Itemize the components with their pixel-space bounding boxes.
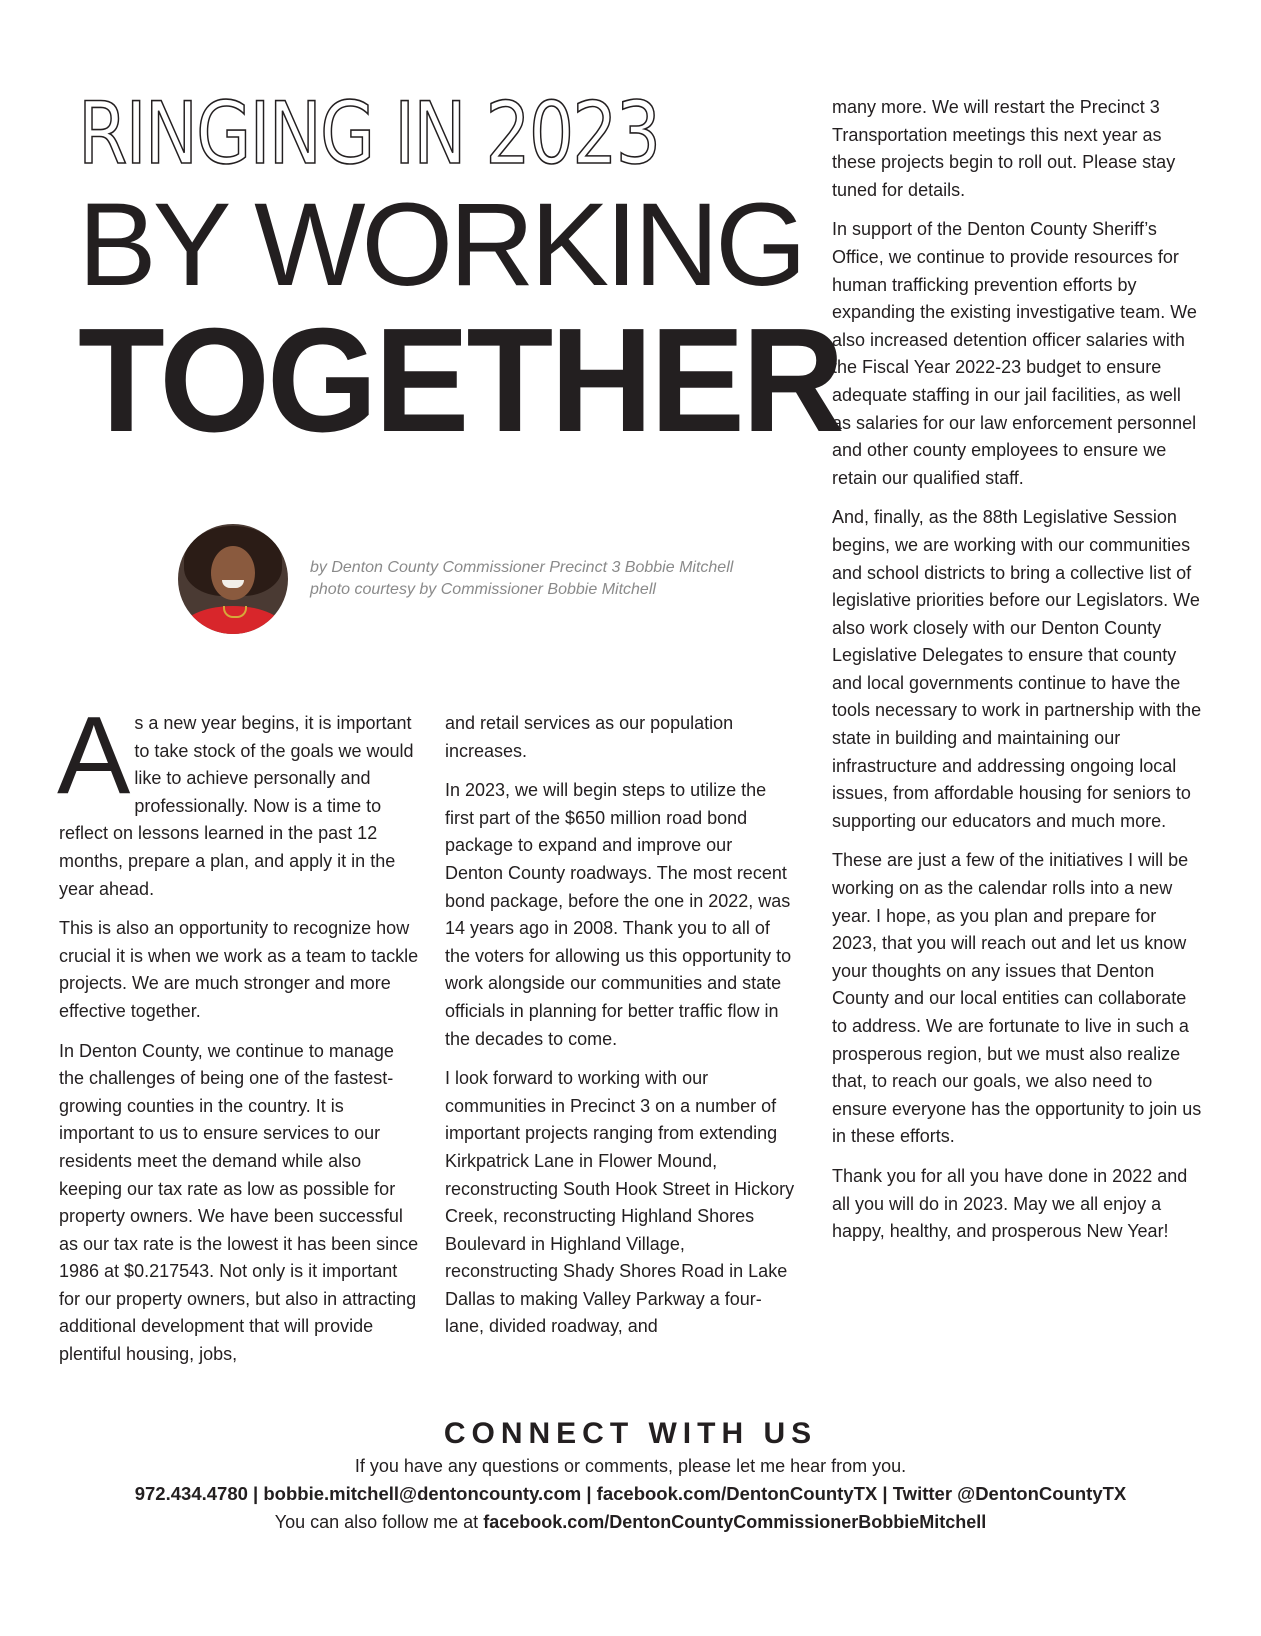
separator: |: [253, 1483, 259, 1504]
author-photo-face: [211, 546, 255, 600]
headline-line-1-text: RINGING IN 2023: [78, 84, 660, 184]
drop-cap: A: [57, 694, 131, 817]
headline-line-1: [78, 84, 798, 184]
byline: [310, 557, 733, 601]
follow-prefix: You can also follow me at: [274, 1512, 479, 1532]
article-column-left: [57, 694, 419, 1381]
email-link[interactable]: bobbie.mitchell@dentoncounty.com: [263, 1483, 582, 1504]
article-paragraph: In Denton County, we continue to manage the challenges of being one of the fastest-growing counties in the country. It is important to us to ensure services to our residents meet the demand while also keeping our tax rate as low as possible for property owners. We have been successful as our tax rate is the lowest it has been since 1986 at $0.217543. Not only is it important for our property owners, but also in attracting additional development that will provide plentiful housing, jobs,: [59, 1040, 419, 1365]
phone-number[interactable]: 972.434.4780: [134, 1483, 248, 1504]
article-paragraph: In 2023, we will begin steps to utilize the first part of the $650 million road bond package to expand and improve our Denton County roadways. The most recent bond package, before the one in 2022, was 14 years ago in 2008. Thank you to all of the voters for allowing us this opportunity to work alongside our communities and state officials in planning for better traffic flow in the decades to come.: [445, 780, 792, 1049]
article-paragraph: And, finally, as the 88th Legislative Session begins, we are working with our communities and school districts to bring a collective list of legislative priorities before our Legislators. We also work closely with our Denton County Legislative Delegates to ensure that county and local governments continue to have the tools necessary to work in partnership with the state in building and maintaining our infrastructure and addressing ongoing local issues, from affordable housing for seniors to supporting our educators and much more.: [832, 507, 1202, 831]
article-column-right: [832, 94, 1204, 1258]
follow-line: [0, 1508, 1261, 1536]
headline-line-2: BY WORKING: [78, 179, 803, 311]
separator: |: [586, 1483, 592, 1504]
connect-intro: If you have any questions or comments, please let me hear from you.: [354, 1456, 907, 1476]
article-paragraph: In support of the Denton County Sheriff’s Office, we continue to provide resources for human trafficking prevention efforts by expanding the existing investigative team. We also increased detention officer salaries with the Fiscal Year 2022-23 budget to ensure adequate staffing in our jail facilities, as well as salaries for our law enforcement personnel and other county employees to ensure we retain our qualified staff.: [832, 219, 1197, 488]
article-paragraph: Thank you for all you have done in 2022 and all you will do in 2023. May we all enjoy a happy, healthy, and prosperous New Year!: [832, 1165, 1188, 1242]
author-photo: [178, 524, 288, 634]
headline: [78, 84, 842, 463]
article-paragraph-text: s a new year begins, it is important to take stock of the goals we would like to achieve personally and professionally. Now is a time to reflect on lessons learned in the past 12 months, prepare a plan, and apply it in the year ahead.: [59, 713, 414, 899]
twitter-link[interactable]: Twitter @DentonCountyTX: [892, 1483, 1127, 1504]
byline-photo-credit: photo courtesy by Commissioner Bobbie Mitchell: [310, 581, 656, 598]
article-column-middle: [445, 710, 795, 1353]
follow-facebook-link[interactable]: facebook.com/DentonCountyCommissionerBobbieMitchell: [483, 1512, 987, 1532]
article-paragraph: and retail services as our population increases.: [445, 713, 734, 761]
byline-author: by Denton County Commissioner Precinct 3 Bobbie Mitchell: [310, 559, 734, 576]
contact-line: [0, 1480, 1261, 1508]
byline-row: [178, 524, 733, 634]
article-paragraph: I look forward to working with our communities in Precinct 3 on a number of important projects ranging from extending Kirkpatrick Lane in Flower Mound, reconstructing South Hook Street in Hickory Creek, reconstructing Highland Shores Boulevard in Highland Village, reconstructing Shady Shores Road in Lake Dallas to making Valley Parkway a four-lane, divided roadway, and: [445, 1068, 795, 1337]
article-paragraph: many more. We will restart the Precinct 3 Transportation meetings this next year as these projects begin to roll out. Please stay tuned for details.: [832, 97, 1176, 200]
article-paragraph: This is also an opportunity to recognize how crucial it is when we work as a team to tackle projects. We are much stronger and more effective together.: [59, 918, 419, 1021]
facebook-link[interactable]: facebook.com/DentonCountyTX: [596, 1483, 878, 1504]
connect-section: [0, 1416, 1261, 1536]
article-paragraph: [57, 694, 419, 903]
connect-title: CONNECT WITH US: [443, 1417, 818, 1450]
separator: |: [882, 1483, 888, 1504]
article-paragraph: These are just a few of the initiatives I will be working on as the calendar rolls into a new year. I hope, as you plan and prepare for 2023, that you will reach out and let us know your thoughts on any issues that Denton County and our local entities can collaborate to address. We are fortunate to live in such a prosperous region, but we must also realize that, to reach our goals, we also need to ensure everyone has the opportunity to join us in these efforts.: [832, 850, 1202, 1147]
headline-line-3: TOGETHER: [78, 298, 842, 463]
